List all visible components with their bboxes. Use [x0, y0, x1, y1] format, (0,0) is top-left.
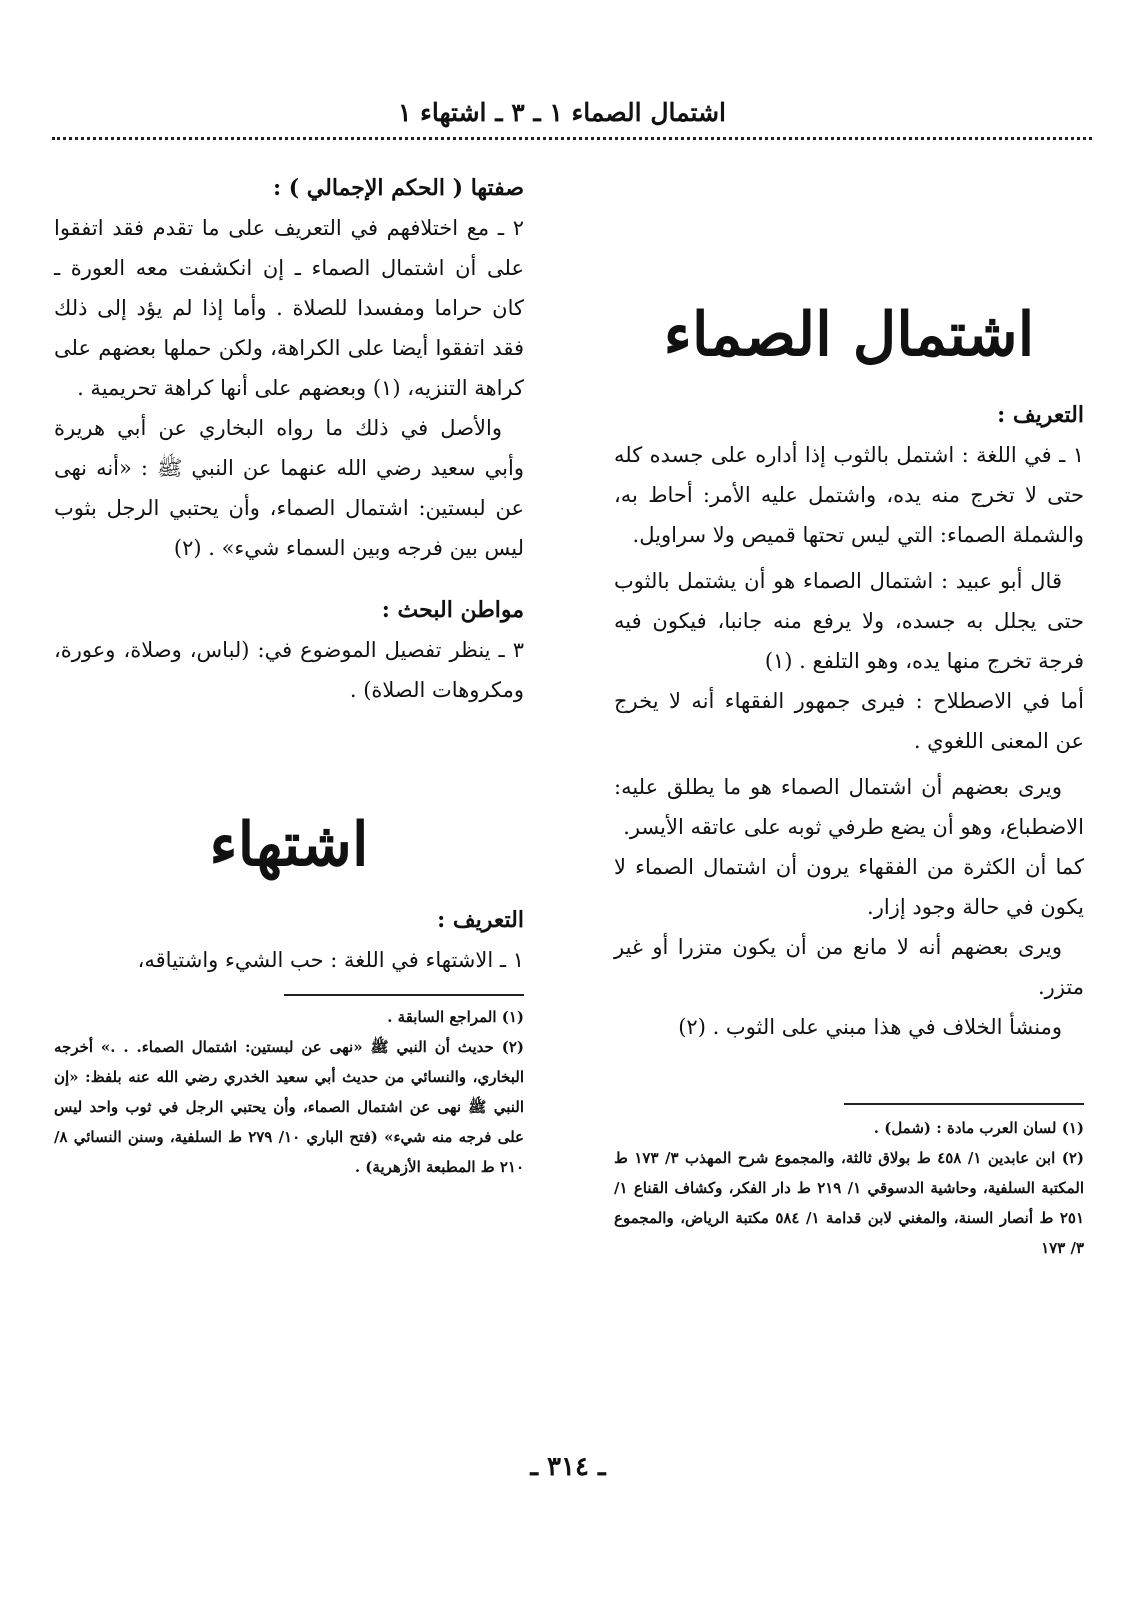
footnote: (٢) حديث أن النبي ﷺ «نهى عن لبستين: اشتمال الصماء. . .» أخرجه البخاري، والنسائي من حديث أبي سعيد الخدري رضي الله عنه بلفظ: «إن النبي ﷺ نهى عن اشتمال الصماء، وأن يحتبي الرجل في ثوب واحد ليس على فرجه منه شيء» (فتح الباري ١٠/ ٢٧٩ ط السلفية، وسنن النسائي ٨/ ٢١٠ ط المطبعة الأزهرية) . [54, 1038, 524, 1176]
research-heading: مواطن البحث : [381, 597, 524, 623]
footnote: (٢) ابن عابدين ١/ ٤٥٨ ط بولاق ثالثة، والمجموع شرح المهذب ٣/ ١٧٣ ط المكتبة السلفية، وحاشية الدسوقي ١/ ٢١٩ ط دار الفكر، وكشاف القناع ١/ ٢٥١ ط أنصار السنة، والمغني لابن قدامة ١/ ٥٨٤ مكتبة الرياض، والمجموع ٣/ ١٧٣ [614, 1149, 1085, 1257]
paragraph: ويرى بعضهم أنه لا مانع من أن يكون متزرا أو غير متزر. [614, 935, 1084, 999]
paragraph: ٢ ـ مع اختلافهم في التعريف على ما تقدم فقد اتفقوا على أن اشتمال الصماء ـ إن انكشفت معه العورة ـ كان حراما ومفسدا للصلاة . وأما إذا لم يؤد إلى ذلك فقد اتفقوا أيضا على الكراهة، ولكن حملها بعضهم على كراهة التنزيه، (١) وبعضهم على أنها كراهة تحريمية . [54, 216, 524, 400]
right-column [614, 295, 1084, 1263]
header-divider [52, 137, 1092, 140]
paragraph: أما في الاصطلاح : فيرى جمهور الفقهاء أنه لا يخرج عن المعنى اللغوي . [614, 689, 1084, 753]
paragraph: ومنشأ الخلاف في هذا مبني على الثوب . (٢) [678, 1015, 1062, 1039]
definition-heading: التعريف : [997, 402, 1084, 428]
entry-title: اشتهاء [209, 810, 369, 880]
running-header: اشتمال الصماء ١ ـ ٣ ـ اشتهاء ١ [398, 98, 726, 127]
paragraph: ٣ ـ ينظر تفصيل الموضوع في: (لباس، وصلاة، وعورة، ومكروهات الصلاة) . [54, 638, 524, 702]
definition-heading: التعريف : [437, 907, 524, 933]
footnote: (١) المراجع السابقة . [387, 1008, 524, 1026]
footnotes [54, 1002, 524, 1182]
paragraph: ١ ـ الاشتهاء في اللغة : حب الشيء واشتياقه، [137, 948, 524, 972]
footnotes [614, 1113, 1084, 1263]
paragraph: ١ ـ في اللغة : اشتمل بالثوب إذا أداره على جسده كله حتى لا تخرج منه يده، واشتمل عليه الأمر: أحاط به، والشملة الصماء: التي ليس تحتها قميص ولا سراويل. [614, 443, 1084, 547]
paragraph: ويرى بعضهم أن اشتمال الصماء هو ما يطلق عليه: الاضطباع، وهو أن يضع طرفي ثوبه على عاتقه الأيسر. [614, 775, 1084, 839]
footnote-divider [844, 1103, 1084, 1105]
paragraph: كما أن الكثرة من الفقهاء يرون أن اشتمال الصماء لا يكون في حالة وجود إزار. [614, 855, 1084, 919]
left-column [54, 168, 524, 1182]
entry-title: اشتمال الصماء [663, 300, 1035, 370]
ruling-heading: صفتها ( الحكم الإجمالي ) : [272, 175, 524, 201]
page-number: ـ ٣١٤ ـ [530, 1452, 606, 1482]
footnote-divider [284, 994, 524, 996]
paragraph: والأصل في ذلك ما رواه البخاري عن أبي هريرة وأبي سعيد رضي الله عنهما عن النبي ﷺ : «أنه نهى عن لبستين: اشتمال الصماء، وأن يحتبي الرجل بثوب ليس بين فرجه وبين السماء شيء» . (٢) [54, 416, 524, 560]
footnote: (١) لسان العرب مادة : (شمل) . [873, 1119, 1084, 1137]
paragraph: قال أبو عبيد : اشتمال الصماء هو أن يشتمل بالثوب حتى يجلل به جسده، ولا يرفع منه جانبا، فيكون فيه فرجة تخرج منها يده، وهو التلفع . (١) [614, 569, 1084, 673]
